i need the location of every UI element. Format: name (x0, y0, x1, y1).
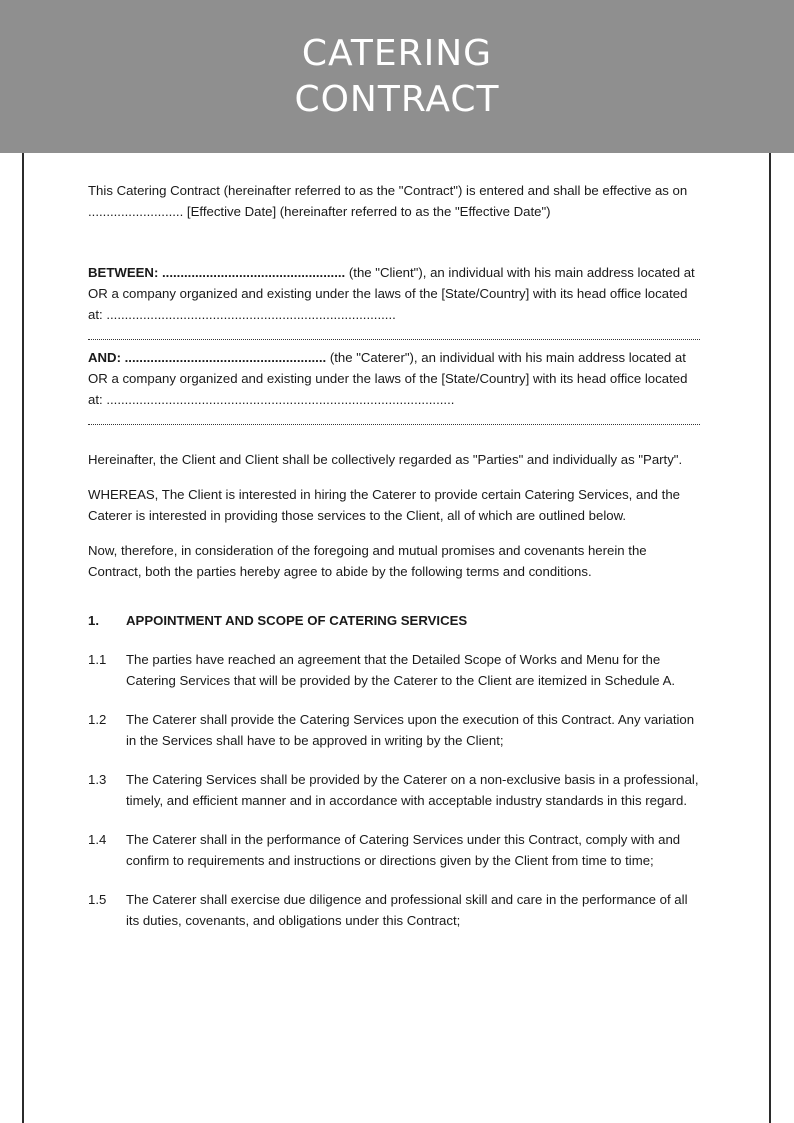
document-body (88, 180, 700, 931)
and-paragraph (88, 347, 700, 410)
between-text: (the "Client"), an individual with his main address located at OR a company organized and existing under the laws of the [State/Country] with its head office located at: (88, 265, 695, 322)
clause-number: 1.3 (88, 772, 107, 787)
section-title: APPOINTMENT AND SCOPE OF CATERING SERVICES (126, 613, 468, 628)
and-text: (the "Caterer"), an individual with his main address located at OR a company organized and existing under the laws of the [State/Country] with its head office located at: (88, 350, 688, 407)
title-banner (0, 0, 794, 153)
client-address-line (88, 325, 700, 340)
intro-paragraph (88, 180, 700, 222)
clause (88, 829, 700, 871)
caterer-address-blank: ............................................................................................... (106, 392, 455, 407)
hereinafter-paragraph: Hereinafter, the Client and Client shall be collectively regarded as "Parties" and individually as "Party". (88, 452, 683, 467)
title-line-2: CONTRACT (294, 78, 500, 120)
effective-date-blank: .......................... (88, 204, 184, 219)
clause (88, 709, 700, 751)
title-line-1: CATERING (301, 32, 493, 74)
client-address-blank: ............................................................................... (106, 307, 396, 322)
clause-number: 1.4 (88, 832, 107, 847)
and-label: AND: (88, 350, 121, 365)
clause (88, 769, 700, 811)
whereas-paragraph: WHEREAS, The Client is interested in hiring the Caterer to provide certain Catering Services, and the Caterer is interested in providing those services to the Client, all of which are outlined below. (88, 487, 681, 523)
intro-text: This Catering Contract (hereinafter referred to as the "Contract") is entered and shall be effective as on (88, 183, 688, 198)
clause-text: The Caterer shall in the performance of Catering Services under this Contract, comply with and confirm to requirements and instructions or directions given by the Client from time to time; (126, 832, 681, 868)
clause-text: The parties have reached an agreement that the Detailed Scope of Works and Menu for the Catering Services that will be provided by the Caterer to the Client are itemized in Schedule A. (126, 652, 676, 688)
clause-number: 1.2 (88, 712, 107, 727)
clause-text: The Caterer shall provide the Catering Services upon the execution of this Contract. Any variation in the Services shall have to be approved in writing by the Client; (126, 712, 695, 748)
section-number: 1. (88, 613, 99, 628)
caterer-address-line (88, 410, 700, 425)
clause-number: 1.1 (88, 652, 107, 667)
page-border-left (22, 153, 24, 1123)
clause-number: 1.5 (88, 892, 107, 907)
caterer-name-blank: ....................................................... (120, 350, 327, 365)
clause (88, 649, 700, 691)
intro-text-continued: [Effective Date] (hereinafter referred to as the "Effective Date") (183, 204, 551, 219)
client-name-blank: .................................................. (158, 265, 346, 280)
section-heading (88, 610, 700, 631)
clause-text: The Catering Services shall be provided by the Caterer on a non-exclusive basis in a professional, timely, and efficient manner and in accordance with acceptable industry standards in this regard. (126, 772, 699, 808)
now-therefore-paragraph: Now, therefore, in consideration of the foregoing and mutual promises and covenants herein the Contract, both the parties hereby agree to abide by the following terms and conditions. (88, 543, 647, 579)
clause (88, 889, 700, 931)
page-border-right (769, 153, 771, 1123)
between-paragraph (88, 262, 700, 325)
between-label: BETWEEN: (88, 265, 159, 280)
clause-text: The Caterer shall exercise due diligence and professional skill and care in the performance of all its duties, covenants, and obligations under this Contract; (126, 892, 688, 928)
